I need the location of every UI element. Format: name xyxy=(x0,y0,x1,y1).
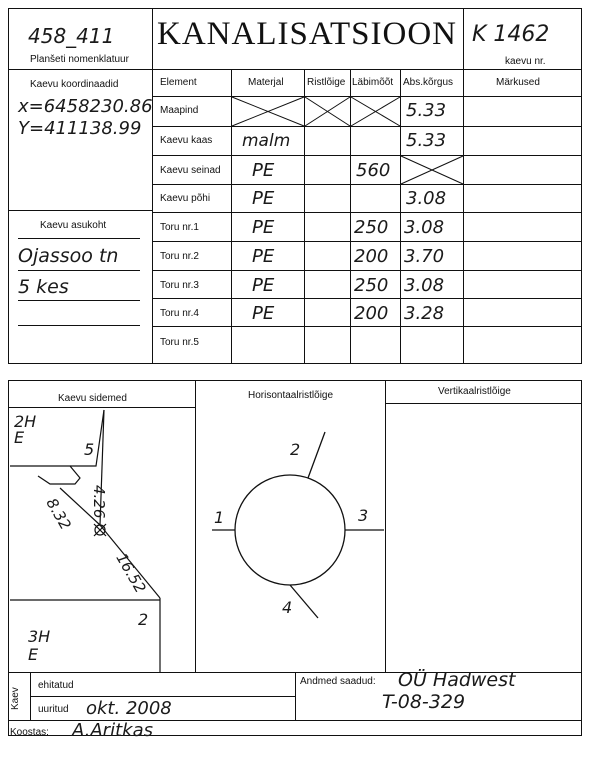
horizontal-section-title: Horisontaalristlõige xyxy=(248,390,334,401)
pipe-label-1: 1 xyxy=(214,508,225,527)
surveyed-label: uuritud xyxy=(38,704,69,715)
table-row-element: Toru nr.4 xyxy=(160,308,199,319)
column-header: Materjal xyxy=(248,77,284,88)
table-cell-diameter: 250 xyxy=(354,217,389,238)
table-cell-material: PE xyxy=(252,246,275,267)
building-label-top: 2H E xyxy=(14,412,37,447)
building-number-5: 5 xyxy=(84,440,95,459)
location-street: Ojassoo tn xyxy=(18,245,119,267)
surveyed-value: okt. 2008 xyxy=(86,698,172,719)
column-header: Element xyxy=(160,77,197,88)
divider xyxy=(295,672,296,720)
table-row-element: Toru nr.5 xyxy=(160,337,199,348)
table-cell-height: 3.28 xyxy=(404,303,445,324)
table-cell-material: PE xyxy=(252,217,275,238)
vertical-section-title: Vertikaalristlõige xyxy=(438,386,511,397)
sheet-number: 458_411 xyxy=(28,24,115,48)
built-label: ehitatud xyxy=(38,680,74,691)
table-row-element: Toru nr.1 xyxy=(160,222,199,233)
table-cell-height: 5.33 xyxy=(406,100,447,121)
distance-label: 16.52 xyxy=(112,550,150,597)
ties-section-title: Kaevu sidemed xyxy=(58,393,127,404)
data-source-company: OÜ Hadwest xyxy=(398,669,516,691)
data-source-reference: T-08-329 xyxy=(382,691,466,713)
building-number-2: 2 xyxy=(138,610,149,629)
author-label: Koostas: xyxy=(10,727,49,738)
table-cell-material: PE xyxy=(252,188,275,209)
table-cell-height: 3.08 xyxy=(404,217,445,238)
column-header: Märkused xyxy=(496,77,540,88)
table-row-element: Kaevu seinad xyxy=(160,165,221,176)
table-row-element: Toru nr.2 xyxy=(160,251,199,262)
distance-label: 4.26 xyxy=(90,485,108,519)
location-detail: 5 kes xyxy=(18,276,69,298)
coordinate-y: Y=411138.99 xyxy=(18,118,142,139)
coordinates-label: Kaevu koordinaadid xyxy=(30,79,119,90)
table-cell-height: 3.08 xyxy=(406,188,447,209)
location-label: Kaevu asukoht xyxy=(40,220,107,231)
table-cell-height: 3.08 xyxy=(404,275,445,296)
table-cell-diameter: 200 xyxy=(354,246,389,267)
table-cell-diameter: 200 xyxy=(354,303,389,324)
pipe-label-2: 2 xyxy=(290,440,301,459)
table-row-element: Kaevu põhi xyxy=(160,193,211,204)
table-cell-diameter: 250 xyxy=(354,275,389,296)
table-cell-material: PE xyxy=(252,275,275,296)
page-title: KANALISATSIOON xyxy=(157,16,457,52)
column-header: Läbimõõt xyxy=(352,77,394,88)
table-cell-diameter: 560 xyxy=(356,160,391,181)
distance-label: 8.32 xyxy=(42,495,75,533)
coordinate-x: x=6458230.86 xyxy=(18,96,153,117)
table-row-element: Maapind xyxy=(160,105,199,116)
table-cell-height: 3.70 xyxy=(404,246,445,267)
table-cell-material: malm xyxy=(242,131,291,151)
data-source-label: Andmed saadud: xyxy=(300,676,376,687)
table-row-element: Toru nr.3 xyxy=(160,280,199,291)
pipe-label-4: 4 xyxy=(282,598,293,617)
table-cell-height: 5.33 xyxy=(406,130,447,151)
table-row-element: Kaevu kaas xyxy=(160,135,213,146)
divider xyxy=(30,696,295,697)
column-header: Abs.kõrgus xyxy=(403,77,454,88)
well-number: K 1462 xyxy=(472,22,550,47)
table-cell-material: PE xyxy=(252,303,275,324)
pipe-label-3: 3 xyxy=(358,506,369,525)
table-cell-material: PE xyxy=(252,160,275,181)
building-label-bottom: 3H E xyxy=(28,627,51,664)
well-number-label: kaevu nr. xyxy=(505,56,546,67)
author-value: A.Aritkas xyxy=(72,720,153,741)
sheet-label: Planšeti nomenklatuur xyxy=(30,54,129,65)
well-label: Kaev xyxy=(10,687,21,710)
column-header: Ristlõige xyxy=(307,77,346,88)
